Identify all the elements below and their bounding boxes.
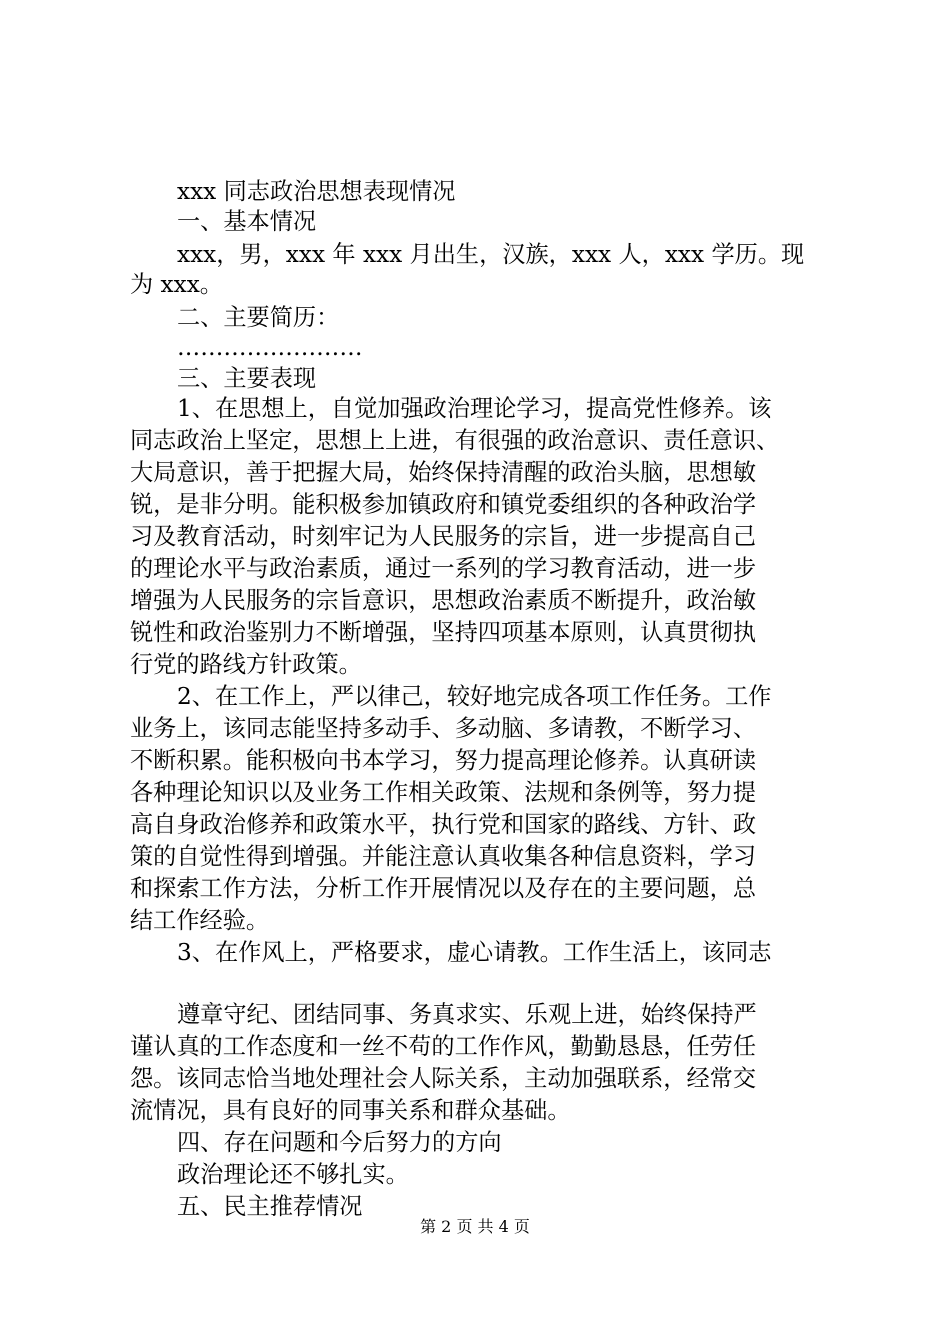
section-heading-issues: 四、存在问题和今后努力的方向 [177, 1129, 502, 1156]
section-heading-recommendation: 五、民主推荐情况 [177, 1193, 363, 1220]
paragraph-line: 怨。该同志恰当地处理社会人际关系，主动加强联系，经常交 [130, 1065, 757, 1092]
paragraph-line: 的理论水平与政治素质，通过一系列的学习教育活动，进一步 [130, 555, 757, 582]
paragraph-line: 流情况，具有良好的同事关系和群众基础。 [130, 1097, 571, 1124]
resume-placeholder-dots: …………………… [177, 334, 363, 361]
page-number-footer: 第 2 页 共 4 页 [420, 1217, 530, 1236]
document-title: xxx 同志政治思想表现情况 [177, 178, 456, 205]
basic-info-line: 为 xxx。 [130, 271, 223, 298]
paragraph-line: 锐性和政治鉴别力不断增强，坚持四项基本原则，认真贯彻执 [130, 619, 757, 646]
paragraph-line: 习及教育活动，时刻牢记为人民服务的宗旨，进一步提高自己 [130, 523, 757, 550]
paragraph-line: 高自身政治修养和政策水平，执行党和国家的路线、方针、政 [130, 811, 757, 838]
paragraph-line: 和探索工作方法，分析工作开展情况以及存在的主要问题，总 [130, 875, 757, 902]
paragraph-line: 谨认真的工作态度和一丝不苟的工作作风，勤勤恳恳，任劳任 [130, 1033, 757, 1060]
section-heading-performance: 三、主要表现 [177, 365, 317, 392]
paragraph-line: 策的自觉性得到增强。并能注意认真收集各种信息资料，学习 [130, 843, 757, 870]
basic-info-line: xxx，男，xxx 年 xxx 月出生，汉族，xxx 人，xxx 学历。现 [177, 241, 805, 268]
paragraph-line: 3、在作风上，严格要求，虚心请教。工作生活上，该同志 [177, 939, 772, 966]
issues-text: 政治理论还不够扎实。 [177, 1161, 409, 1188]
paragraph-line: 锐，是非分明。能积极参加镇政府和镇党委组织的各种政治学 [130, 491, 757, 518]
paragraph-line: 2、在工作上，严以律己，较好地完成各项工作任务。工作 [177, 683, 772, 710]
paragraph-line: 1、在思想上，自觉加强政治理论学习，提高党性修养。该 [177, 395, 772, 422]
section-heading-resume: 二、主要简历： [177, 304, 340, 331]
paragraph-line: 结工作经验。 [130, 907, 270, 934]
paragraph-line: 各种理论知识以及业务工作相关政策、法规和条例等，努力提 [130, 779, 757, 806]
paragraph-line: 不断积累。能积极向书本学习，努力提高理论修养。认真研读 [130, 747, 757, 774]
paragraph-line: 遵章守纪、团结同事、务真求实、乐观上进，始终保持严 [177, 1001, 757, 1028]
paragraph-line: 同志政治上坚定，思想上上进，有很强的政治意识、责任意识、 [130, 427, 780, 454]
paragraph-line: 大局意识，善于把握大局，始终保持清醒的政治头脑，思想敏 [130, 459, 757, 486]
section-heading-basic-info: 一、基本情况 [177, 208, 317, 235]
paragraph-line: 行党的路线方针政策。 [130, 651, 362, 678]
paragraph-line: 增强为人民服务的宗旨意识，思想政治素质不断提升，政治敏 [130, 587, 757, 614]
paragraph-line: 业务上，该同志能坚持多动手、多动脑、多请教，不断学习、 [130, 715, 757, 742]
